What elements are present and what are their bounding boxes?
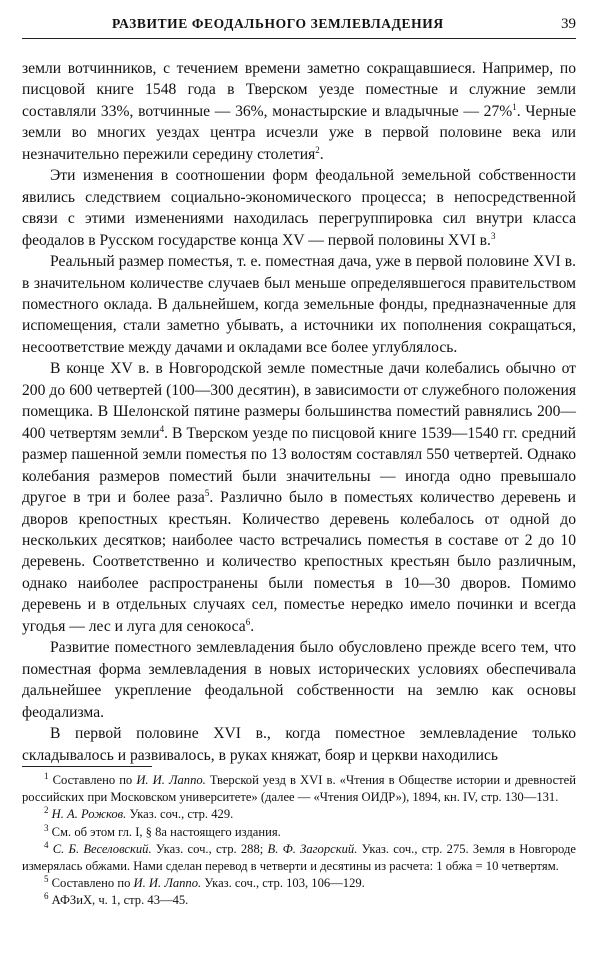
paragraph-3: Реальный размер поместья, т. е. поместная дача, уже в первой половине XVI в. в значительном количестве случаев был меньше определявшегося правительством поместного оклада. В дальнейшем, когда земельные фонды, предназначенные для испомещения, стали заметно убывать, а источники их пополнения сокращаться, несоответствие между дачами и окладами все более углублялось.: [22, 253, 576, 356]
paragraph-4: В конце XV в. в Новгородской земле поместные дачи колебались обычно от 200 до 600 четвертей (100—300 десятин), в зависимости от служебного положения помещика. В Шелонской пятине размеры большинства поместий равнялись 200—400 четвертям земли$^4$. В Тверском уезде по писцовой книге 1539—1540 гг. средний размер пашенной земли поместья по 13 волостям составлял 550 четвертей. Однако колебания размеров поместий были значительны — иногда одно превышало другое в три и более раза$^5$. Различно было в поместьях количество деревень и дворов крепостных крестьян. Количество деревень колебалось от одной до нескольких десятков; наиболее часто встречались поместья в составе от 2 до 10 деревень. Соответственно и количество крепостных крестьян было различным, однако наиболее распространены были поместья в 10—30 дворов. Помимо деревень и в отдельных случаях сел, поместье нередко имело починки и всегда угодья — лес и луга для сенокоса$^6$.: [22, 360, 577, 635]
footnote-ref-4: 4: [159, 423, 165, 434]
footnote-2: $^2$ Н. А. Рожков. Указ. соч., стр. 429.: [44, 805, 234, 822]
footnote-ref-2: 2: [315, 144, 320, 155]
footnote-ref-1: 1: [512, 101, 517, 112]
footnote-rule: [22, 766, 152, 767]
running-header: [22, 16, 576, 36]
footnote-ref-6: 6: [245, 616, 251, 627]
footnote-4: $^4$ С. Б. Веселовский. Указ. соч., стр. 288; В. Ф. Загорский. Указ. соч., стр. 275. Земля в Новгороде измерялась обжами. Нами сделан перевод в четверти и десятины из расчета: 1 обжа = 10 четвертям.: [22, 839, 576, 874]
paragraph-6: В первой половине XVI в., когда поместное землевладение только складывалось и развивалось, в руках княжат, бояр и церкви находились: [22, 725, 576, 764]
footnote-5: $^5$ Составлено по И. И. Лаппо. Указ. соч., стр. 103, 106—129.: [44, 874, 365, 891]
footnote-ref-3: 3: [490, 230, 496, 241]
header-rule: [22, 38, 576, 39]
footnote-1: $^1$ Составлено по И. И. Лаппо. Тверской уезд в XVI в. «Чтения в Обществе истории и древностей российских при Московском университете» (далее — «Чтения ОИДР»), 1894, кн. IV, стр. 130—131.: [22, 770, 576, 805]
page-number: 39: [561, 16, 576, 32]
header-title: РАЗВИТИЕ ФЕОДАЛЬНОГО ЗЕМЛЕВЛАДЕНИЯ: [112, 16, 444, 31]
footnote-3: $^3$ См. об этом гл. I, § 8а настоящего издания.: [44, 822, 281, 839]
book-page: [22, 0, 576, 965]
footnotes: [22, 772, 576, 910]
paragraph-5: Развитие поместного землевладения было обусловлено прежде всего тем, что поместная форма землевладения в новых исторических условиях обеспечивала дальнейшее укрепление феодальной собственности на землю как основы феодализма.: [22, 639, 576, 721]
footnote-ref-5: 5: [204, 487, 210, 498]
paragraph-2: Эти изменения в соотношении форм феодальной земельной собственности явились следствием социально-экономического процесса; в непосредственной связи с этими изменениями находилась перегруппировка сил внутри класса феодалов в Русском государстве конца XV — первой половины XVI в.$^3$: [22, 167, 576, 249]
footnote-6: $^6$ АФЗиХ, ч. 1, стр. 43—45.: [44, 891, 189, 908]
main-text: [22, 58, 576, 766]
paragraph-1: земли вотчинников, с течением времени заметно сокращавшиеся. Например, по писцовой книге 1548 года в Тверском уезде поместные и служние земли составляли 33%, вотчинные — 36%, монастырские и владычные — 27%$^1$. Черные земли во многих уездах центра исчезли уже в первой половине века или незначительно пережили середину столетия$^2$.: [22, 60, 576, 163]
